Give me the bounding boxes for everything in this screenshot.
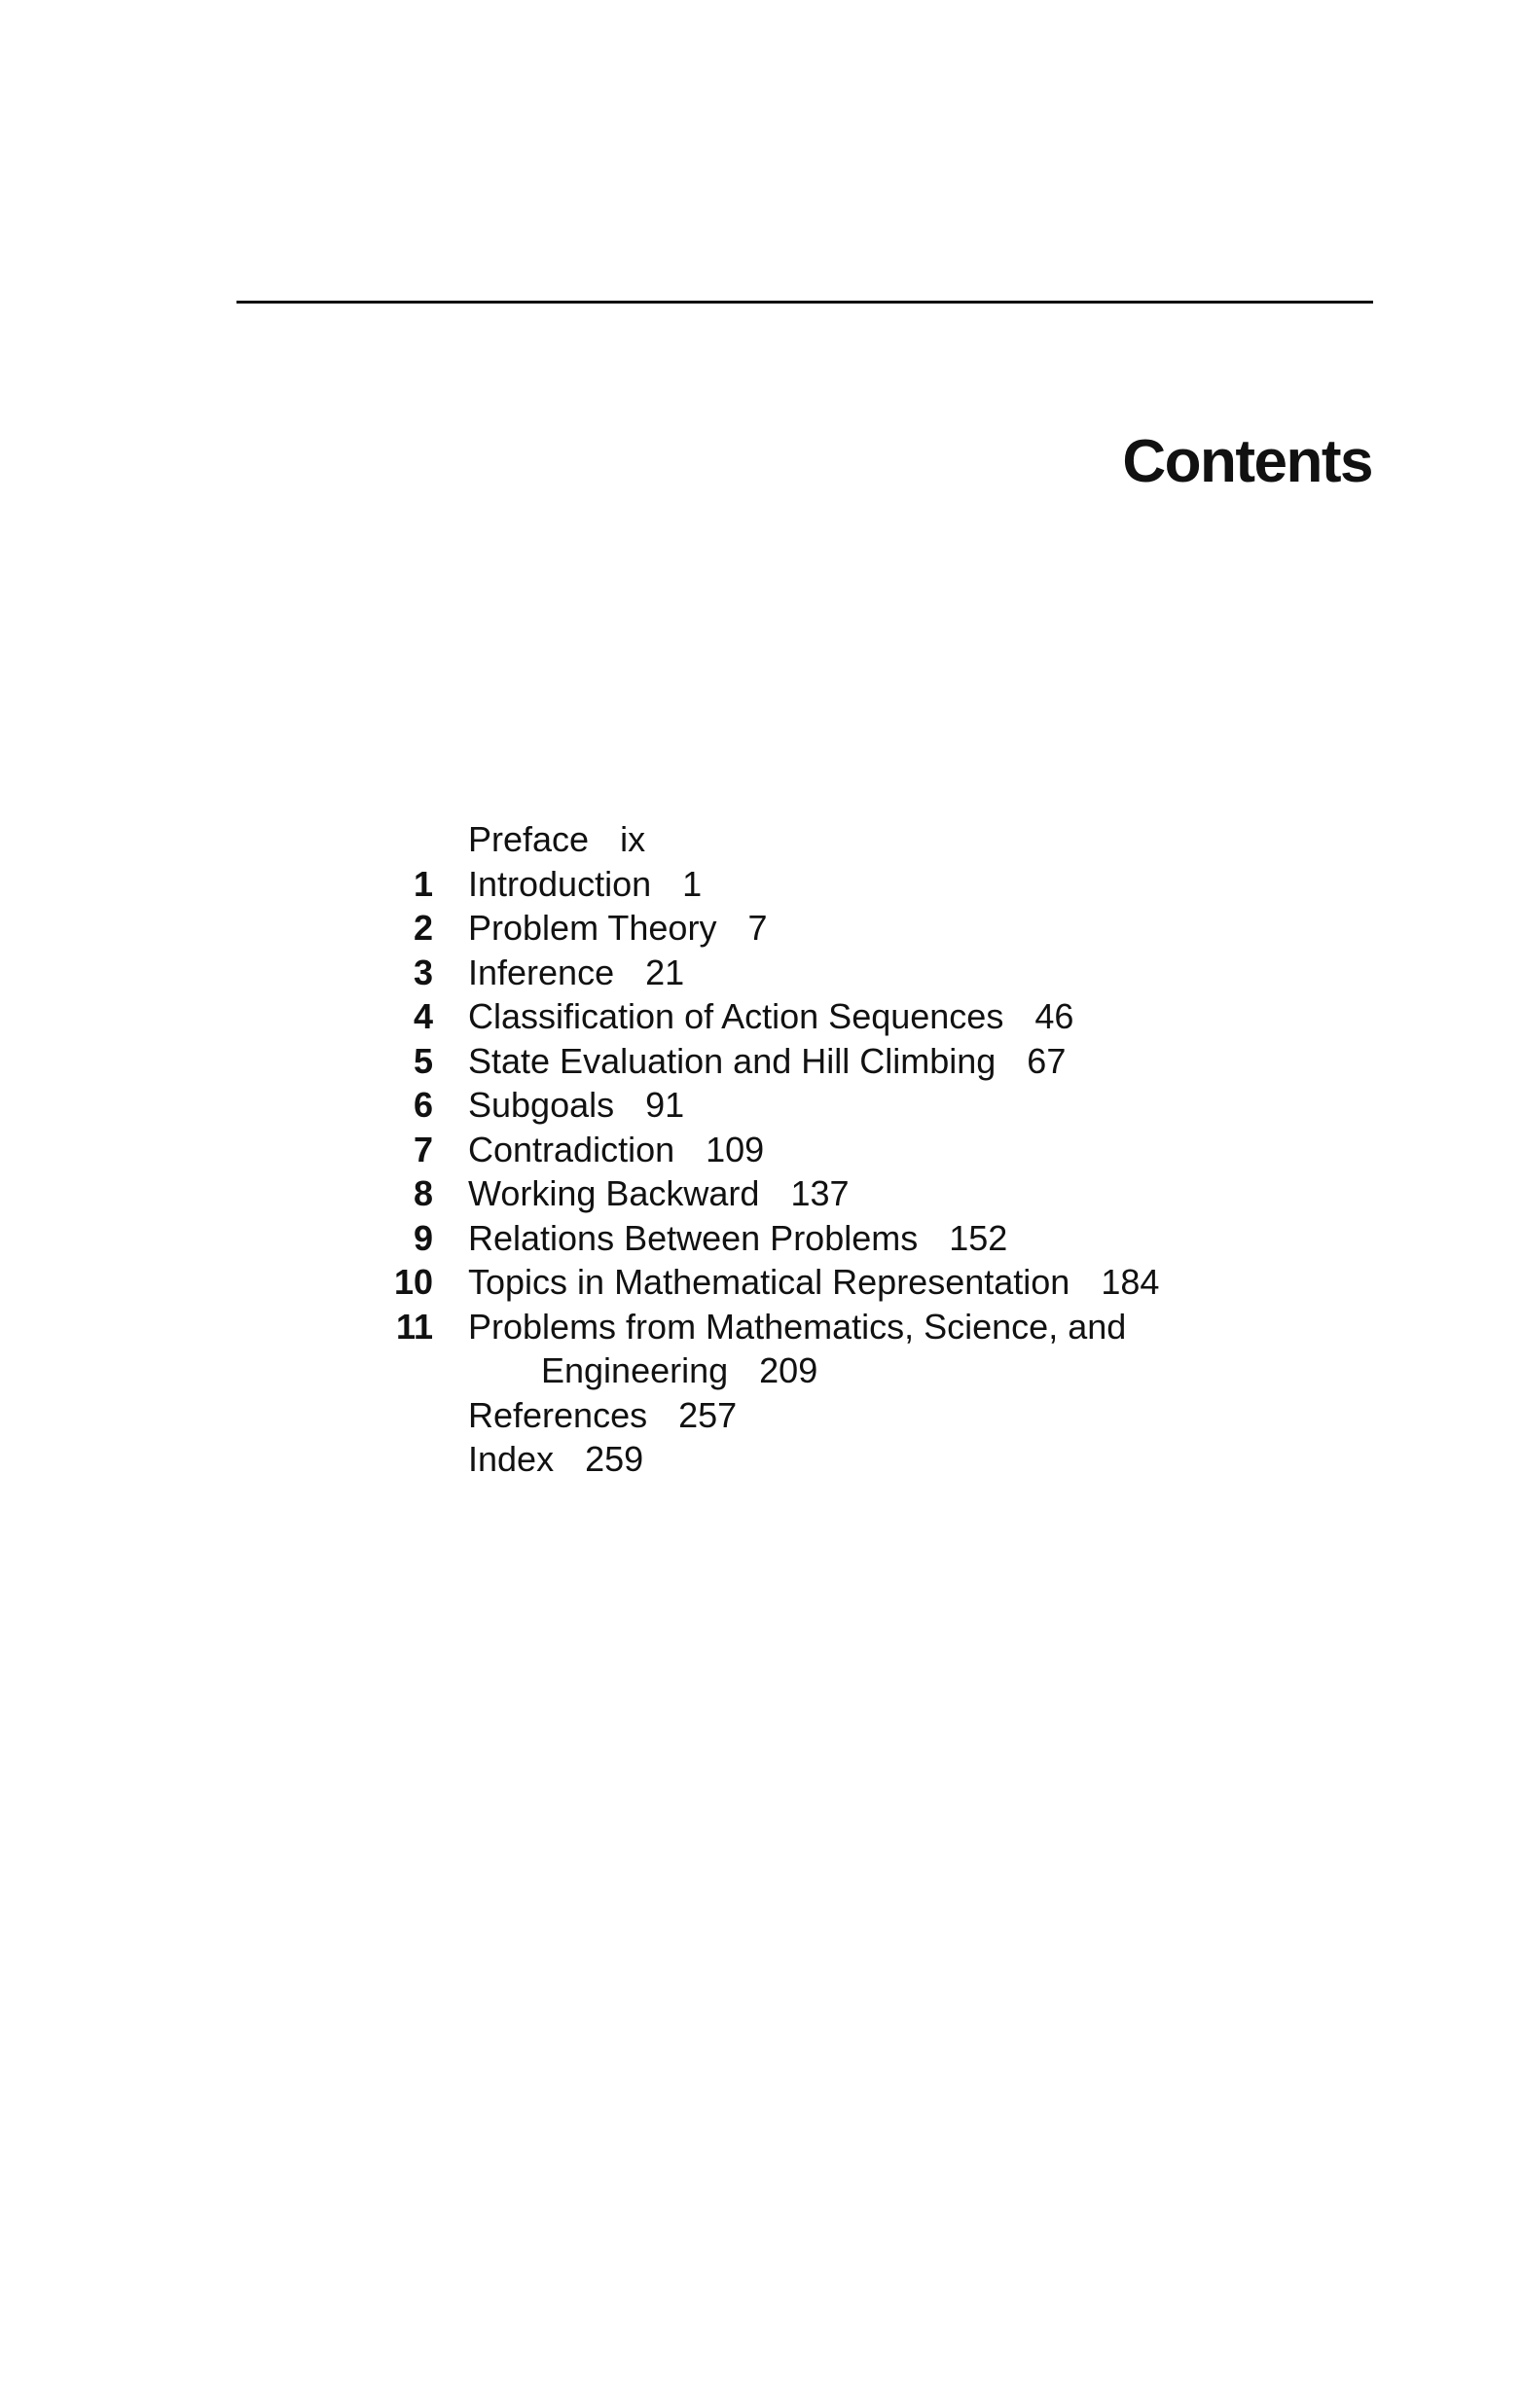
toc-entry — [384, 862, 1358, 907]
entry-title: Index — [468, 1439, 555, 1479]
toc-entry-line — [468, 1039, 1358, 1084]
toc-entry-line — [468, 862, 1358, 907]
page-number: 137 — [790, 1173, 850, 1213]
toc-entry — [384, 951, 1358, 995]
toc-entry-line — [468, 1393, 1358, 1438]
toc-entry — [384, 817, 1358, 862]
toc-entry-body — [468, 1393, 1358, 1438]
toc-entry-body — [468, 906, 1358, 951]
toc-entry — [384, 1039, 1358, 1084]
page-number: 7 — [747, 908, 768, 948]
entry-title: Problem Theory — [468, 908, 717, 948]
page-number: 21 — [645, 952, 685, 992]
page-number: 209 — [759, 1350, 818, 1390]
toc-entry — [384, 906, 1358, 951]
entry-title: References — [468, 1394, 648, 1435]
entry-title: Classification of Action Sequences — [468, 996, 1004, 1036]
toc-entry-body — [468, 951, 1358, 995]
page-number: 46 — [1034, 996, 1074, 1036]
toc-entry-body — [468, 1128, 1358, 1172]
entry-title: Subgoals — [468, 1085, 615, 1125]
toc-entry — [384, 1305, 1358, 1393]
toc-entry-body — [468, 994, 1358, 1039]
toc-entry — [384, 1128, 1358, 1172]
toc-entry-line — [468, 1305, 1358, 1349]
chapter-number: 3 — [413, 952, 433, 992]
toc-entry-body — [468, 1039, 1358, 1084]
chapter-number: 2 — [413, 908, 433, 948]
entry-title: Engineering — [541, 1350, 729, 1390]
page-number: 259 — [585, 1439, 644, 1479]
page-number: 91 — [645, 1085, 685, 1125]
toc-entry-line — [468, 817, 1358, 862]
toc-entry-line — [468, 1083, 1358, 1128]
toc-entry-line — [468, 906, 1358, 951]
chapter-number: 7 — [413, 1129, 433, 1169]
toc-entry-body — [468, 817, 1358, 862]
page-number: 1 — [682, 863, 703, 904]
toc-entry-line — [468, 1216, 1358, 1261]
page-title: Contents — [1122, 428, 1372, 495]
page-number: 109 — [706, 1129, 765, 1169]
toc-entry-body — [468, 1083, 1358, 1128]
toc-entry — [384, 1216, 1358, 1261]
toc-entry-line — [468, 1260, 1358, 1305]
toc-entry-line — [468, 1437, 1358, 1482]
chapter-number: 6 — [413, 1085, 433, 1125]
page-number: 67 — [1027, 1040, 1067, 1081]
toc-entry-line — [468, 1348, 1358, 1393]
chapter-number: 11 — [395, 1306, 433, 1347]
toc-entry-body — [468, 1260, 1358, 1305]
entry-title: Relations Between Problems — [468, 1217, 919, 1258]
chapter-number: 4 — [413, 996, 433, 1036]
toc-entry-body — [468, 1171, 1358, 1216]
entry-title: Inference — [468, 952, 615, 992]
toc-entry-body — [468, 1216, 1358, 1261]
chapter-number: 10 — [393, 1262, 433, 1302]
toc-entry-line — [468, 1171, 1358, 1216]
page-number: 184 — [1101, 1262, 1160, 1302]
toc-entry-body — [468, 1305, 1358, 1393]
toc-entry — [384, 1083, 1358, 1128]
toc-entry-line — [468, 1128, 1358, 1172]
toc-entry — [384, 1260, 1358, 1305]
entry-title: Preface — [468, 819, 590, 859]
toc-entry-body — [468, 862, 1358, 907]
entry-title: Working Backward — [468, 1173, 760, 1213]
entry-title: Contradiction — [468, 1129, 675, 1169]
entry-title: Problems from Mathematics, Science, and — [468, 1306, 1127, 1347]
chapter-number: 9 — [413, 1217, 433, 1258]
chapter-number: 8 — [413, 1173, 433, 1213]
toc-entry — [384, 1437, 1358, 1482]
entry-title: State Evaluation and Hill Climbing — [468, 1040, 997, 1081]
toc-entry — [384, 994, 1358, 1039]
chapter-number: 1 — [413, 863, 433, 904]
top-rule — [236, 301, 1373, 304]
page-number: 257 — [678, 1394, 738, 1435]
page-number: ix — [620, 819, 646, 859]
entry-title: Introduction — [468, 863, 652, 904]
toc-entry — [384, 1393, 1358, 1438]
page-number: 152 — [949, 1217, 1008, 1258]
toc-entry-line — [468, 994, 1358, 1039]
toc-entry — [384, 1171, 1358, 1216]
toc-entry-line — [468, 951, 1358, 995]
chapter-number: 5 — [413, 1040, 433, 1081]
table-of-contents — [384, 817, 1358, 1482]
toc-entry-body — [468, 1437, 1358, 1482]
entry-title: Topics in Mathematical Representation — [468, 1262, 1070, 1302]
